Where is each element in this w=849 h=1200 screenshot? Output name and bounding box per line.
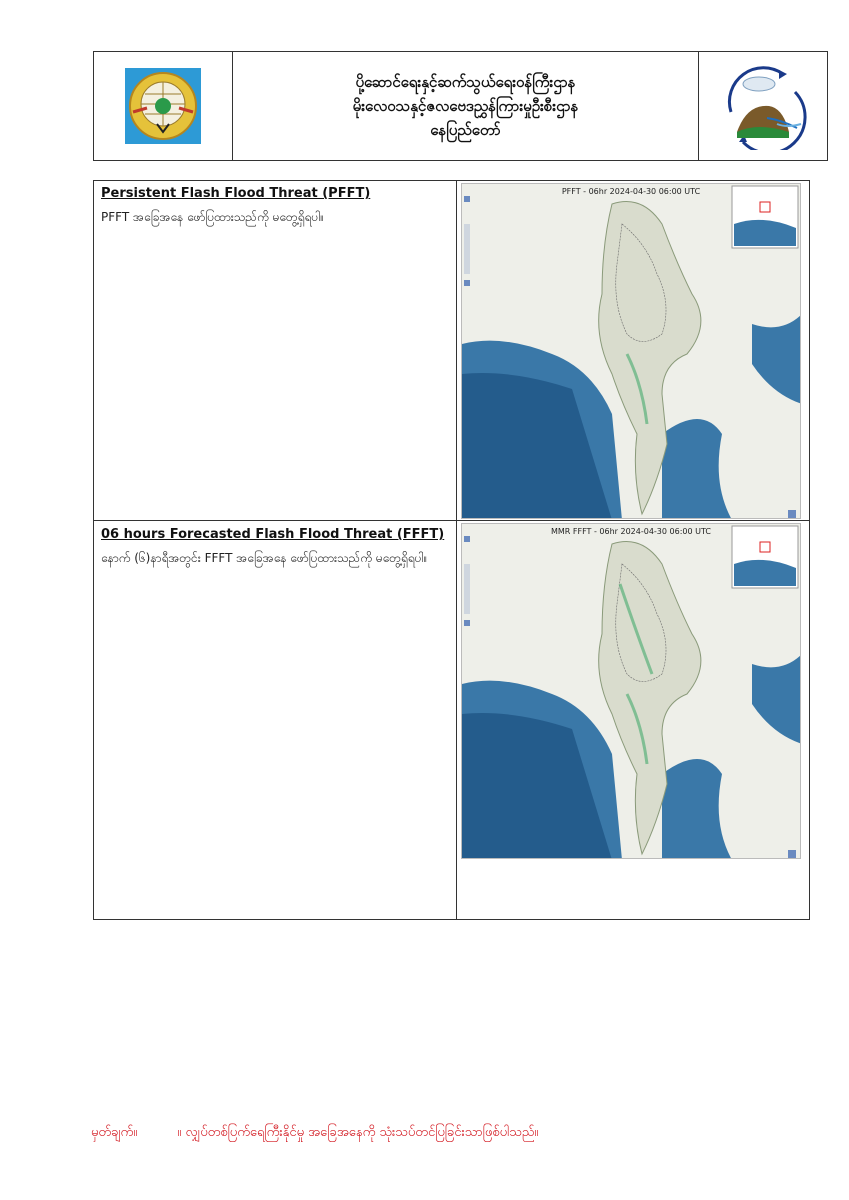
pfft-map	[461, 183, 801, 519]
logo-cell-left	[94, 52, 233, 160]
ffft-map-graphic	[462, 524, 801, 859]
ffft-text-cell	[101, 527, 446, 568]
ffft-map-caption: MMR FFFT - 06hr 2024-04-30 06:00 UTC	[550, 527, 711, 536]
header-title-block	[233, 52, 699, 160]
ffft-title: 06 hours Forecasted Flash Flood Threat (FFFT)	[101, 527, 445, 542]
column-divider	[456, 181, 457, 919]
ffft-map	[461, 523, 801, 859]
ministry-name: ပို့ဆောင်ရေးနှင့်ဆက်သွယ်ရေးဝန်ကြီးဌာန	[355, 73, 576, 91]
row-divider	[94, 520, 809, 521]
city-name: နေပြည်တော်	[430, 121, 501, 139]
footer-note-text: ။ လျှပ်တစ်ပြက်ရေကြီးနိုင်မှု အခြေအနေကို သုံးသပ်တင်ပြခြင်းသာဖြစ်ပါသည်။	[177, 1125, 539, 1140]
pfft-map-graphic	[462, 184, 801, 519]
pfft-title: Persistent Flash Flood Threat (PFFT)	[101, 186, 371, 201]
pfft-map-caption: PFFT - 06hr 2024-04-30 06:00 UTC	[561, 187, 701, 196]
department-name: မိုးလေဝသနှင့်ဇလဗေဒညွှန်ကြားမှုဦးစီးဌာန	[352, 97, 579, 115]
content-table	[93, 180, 810, 920]
ffft-description: နောက် (၆)နာရီအတွင်း FFFT အခြေအနေ ဖော်ပြထားသည်ကို မတွေ့ရှိရပါ။	[101, 551, 428, 565]
pfft-description: PFFT အခြေအနေ ဖော်ပြထားသည်ကို မတွေ့ရှိရပါ။	[101, 210, 324, 224]
pfft-text-cell	[101, 186, 446, 227]
letterhead	[93, 51, 828, 161]
logo-cell-right	[699, 52, 827, 160]
footer-note-label: မှတ်ချက်။	[91, 1125, 138, 1140]
footer-note	[91, 1124, 791, 1143]
water-cycle-icon	[717, 62, 809, 150]
dmh-emblem-icon	[123, 66, 203, 146]
